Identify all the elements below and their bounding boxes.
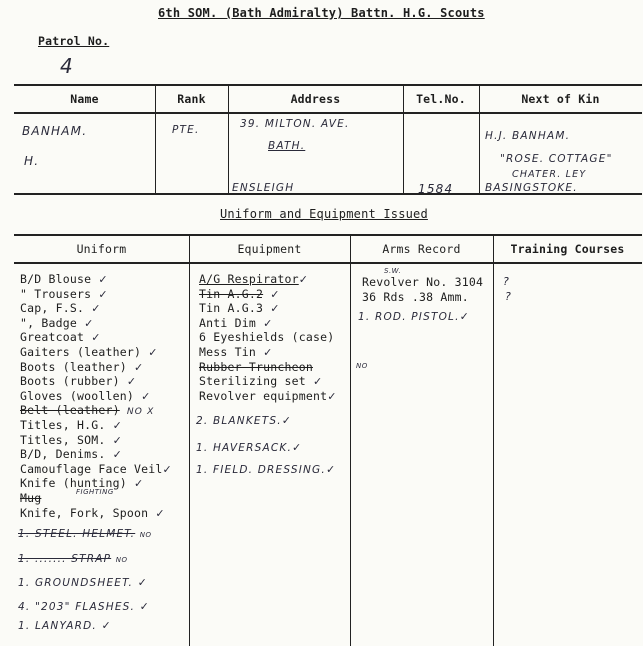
uniform-item-label: Titles, SOM.: [20, 432, 106, 447]
check-mark-icon: ✓: [162, 462, 172, 476]
table2-header-border: [14, 262, 642, 264]
uniform-item: [20, 272, 172, 287]
uniform-item: [20, 287, 172, 302]
handwritten-note: NO: [115, 556, 128, 564]
equipment-item: [199, 374, 337, 389]
uniform-item: [20, 374, 172, 389]
uniform-item: [20, 447, 172, 462]
check-mark-icon: ✓: [155, 506, 165, 520]
uniform-item: [20, 389, 172, 404]
equipment-item-label: 6 Eyeshields (case): [199, 330, 335, 345]
handwritten-label: 1. ROD. PISTOL.: [358, 311, 460, 323]
table2-divider: [493, 234, 494, 646]
uniform-item-label: Gaiters (leather): [20, 344, 142, 359]
header-address: Address: [290, 92, 341, 106]
tel-value: 1584: [418, 182, 454, 196]
table1-top-border: [14, 84, 642, 86]
handwritten-label: 1. HAVERSACK.: [196, 442, 293, 454]
uniform-item-label: " Trousers: [20, 286, 92, 301]
check-mark-icon: ✓: [459, 310, 471, 323]
uniform-item: [20, 403, 172, 418]
handwritten-label: 1. STEEL. HELMET.: [18, 528, 136, 540]
equipment-item: [199, 345, 337, 360]
check-mark-icon: ✓: [139, 600, 151, 613]
equipment-item: [199, 330, 337, 345]
check-mark-icon: ✓: [112, 433, 123, 447]
uniform-item-label: Belt (leather): [20, 403, 120, 418]
uniform-list: [20, 272, 172, 520]
uniform-item: [20, 345, 172, 360]
handwritten-label: 1. ....... STRAP: [18, 553, 112, 565]
equipment-item-label: Revolver equipment: [199, 388, 328, 403]
uniform-item-label: Camouflage Face Veil: [20, 461, 163, 476]
header-name: Name: [70, 92, 99, 106]
uniform-item-label: Cap, F.S.: [20, 301, 85, 316]
uniform-item-label: B/D Blouse: [20, 272, 92, 286]
training-mark: ?: [503, 275, 511, 288]
address-line-3: ENSLEIGH: [232, 182, 295, 194]
equipment-handwritten-item: [196, 441, 302, 454]
header-equipment: Equipment: [237, 242, 302, 256]
uniform-item-label: Mug: [20, 490, 42, 505]
kin-line-2: "ROSE. COTTAGE": [500, 153, 613, 165]
check-mark-icon: ✓: [292, 441, 303, 454]
uniform-item-label: Greatcoat: [20, 330, 85, 345]
equipment-item: [199, 316, 337, 331]
equipment-item-label: A/G Respirator: [199, 272, 299, 286]
arms-item: Revolver No. 3104: [362, 275, 484, 289]
check-mark-icon: ✓: [298, 273, 309, 286]
equipment-item: [199, 389, 337, 404]
uniform-item-label: Titles, H.G.: [20, 417, 106, 432]
table2-top-border: [14, 234, 642, 236]
uniform-handwritten-item: [18, 553, 127, 565]
check-mark-icon: ✓: [263, 345, 273, 359]
handwritten-label: 4. "203" FLASHES.: [18, 601, 136, 613]
uniform-handwritten-item: [18, 528, 152, 540]
uniform-item-label: B/D, Denims.: [20, 447, 106, 462]
check-mark-icon: ✓: [312, 375, 323, 389]
header-kin: Next of Kin: [521, 92, 600, 106]
arms-item: 36 Rds .38 Amm.: [362, 290, 469, 304]
belt-note: NO X: [126, 407, 155, 418]
equipment-item-label: Anti Dim: [199, 315, 256, 330]
patrol-number: 4: [60, 54, 73, 78]
handwritten-label: 1. LANYARD.: [18, 620, 97, 632]
fighting-note: FIGHTING: [76, 488, 114, 497]
equipment-list: [199, 272, 337, 403]
handwritten-label: 1. GROUNDSHEET.: [18, 577, 134, 589]
check-mark-icon: ✓: [281, 414, 293, 427]
uniform-item: [20, 418, 172, 433]
check-mark-icon: ✓: [137, 576, 148, 589]
header-uniform: Uniform: [76, 242, 127, 256]
uniform-item-label: Gloves (woollen): [20, 388, 134, 403]
page-title: 6th SOM. (Bath Admiralty) Battn. H.G. Scouts: [158, 6, 485, 20]
check-mark-icon: ✓: [91, 331, 101, 345]
uniform-item-label: Boots (leather): [20, 359, 127, 374]
kin-line-1: H.J. BANHAM.: [485, 130, 571, 142]
check-mark-icon: ✓: [141, 389, 151, 403]
uniform-item: [20, 301, 172, 316]
uniform-item-label: Knife (hunting): [20, 476, 127, 491]
handwritten-label: 1. FIELD. DRESSING.: [196, 464, 326, 476]
kin-line-4: BASINGSTOKE.: [485, 182, 578, 194]
training-mark: ?: [505, 290, 513, 303]
check-mark-icon: ✓: [98, 273, 108, 286]
check-mark-icon: ✓: [270, 302, 280, 316]
header-tel: Tel.No.: [416, 92, 466, 106]
equipment-handwritten-item: [196, 414, 292, 427]
initial-value: H.: [24, 154, 40, 168]
check-mark-icon: ✓: [133, 360, 144, 374]
uniform-item: [20, 360, 172, 375]
address-line-1: 39. MILTON. AVE.: [240, 118, 350, 130]
header-arms: Arms Record: [382, 242, 461, 256]
check-mark-icon: ✓: [327, 389, 337, 403]
check-mark-icon: ✓: [148, 345, 158, 359]
uniform-item: [20, 330, 172, 345]
equipment-note: NO: [356, 362, 368, 370]
equipment-handwritten-item: [196, 463, 336, 476]
equipment-item: [199, 272, 337, 287]
handwritten-label: 2. BLANKETS.: [196, 415, 282, 427]
uniform-item: [20, 316, 172, 331]
equipment-item: [199, 301, 337, 316]
arms-stamp: S.W.: [384, 267, 402, 275]
uniform-item: [20, 506, 172, 521]
equipment-item-label: Tin A.G.2: [199, 286, 264, 301]
check-mark-icon: ✓: [84, 316, 94, 330]
uniform-item-label: ", Badge: [20, 315, 77, 330]
table1-header-border: [14, 112, 642, 114]
check-mark-icon: ✓: [91, 302, 101, 316]
check-mark-icon: ✓: [98, 287, 108, 301]
check-mark-icon: ✓: [126, 375, 137, 389]
patrol-label: Patrol No.: [38, 34, 110, 48]
uniform-item-label: Boots (rubber): [20, 374, 120, 389]
section-title: Uniform and Equipment Issued: [220, 207, 428, 221]
uniform-item: [20, 462, 172, 477]
name-value: BANHAM.: [22, 124, 88, 138]
uniform-handwritten-item: [18, 576, 148, 589]
check-mark-icon: ✓: [112, 418, 123, 432]
kin-line-3: CHATER. LEY: [512, 169, 587, 180]
uniform-item: [20, 433, 172, 448]
handwritten-note: NO: [139, 531, 152, 539]
address-line-2: BATH.: [268, 140, 306, 152]
equipment-item-label: Sterilizing set: [199, 374, 306, 389]
uniform-handwritten-item: [18, 619, 112, 632]
uniform-handwritten-item: [18, 600, 150, 613]
check-mark-icon: ✓: [263, 316, 273, 330]
check-mark-icon: ✓: [325, 463, 337, 476]
equipment-item: [199, 287, 337, 302]
check-mark-icon: ✓: [133, 477, 144, 491]
uniform-item: [20, 476, 172, 497]
equipment-item-label: Rubber Truncheon: [199, 359, 313, 374]
uniform-item-label: Knife, Fork, Spoon: [20, 505, 149, 520]
check-mark-icon: ✓: [270, 287, 280, 301]
equipment-item-label: Tin A.G.3: [199, 301, 264, 316]
arms-handwritten-item: [358, 310, 470, 323]
header-rank: Rank: [177, 92, 206, 106]
table2-divider: [350, 234, 351, 646]
equipment-item-label: Mess Tin: [199, 344, 256, 359]
equipment-item: [199, 360, 337, 375]
header-training: Training Courses: [510, 242, 625, 256]
table2-divider: [189, 234, 190, 646]
check-mark-icon: ✓: [101, 619, 112, 632]
rank-value: PTE.: [172, 124, 200, 136]
check-mark-icon: ✓: [112, 448, 123, 462]
